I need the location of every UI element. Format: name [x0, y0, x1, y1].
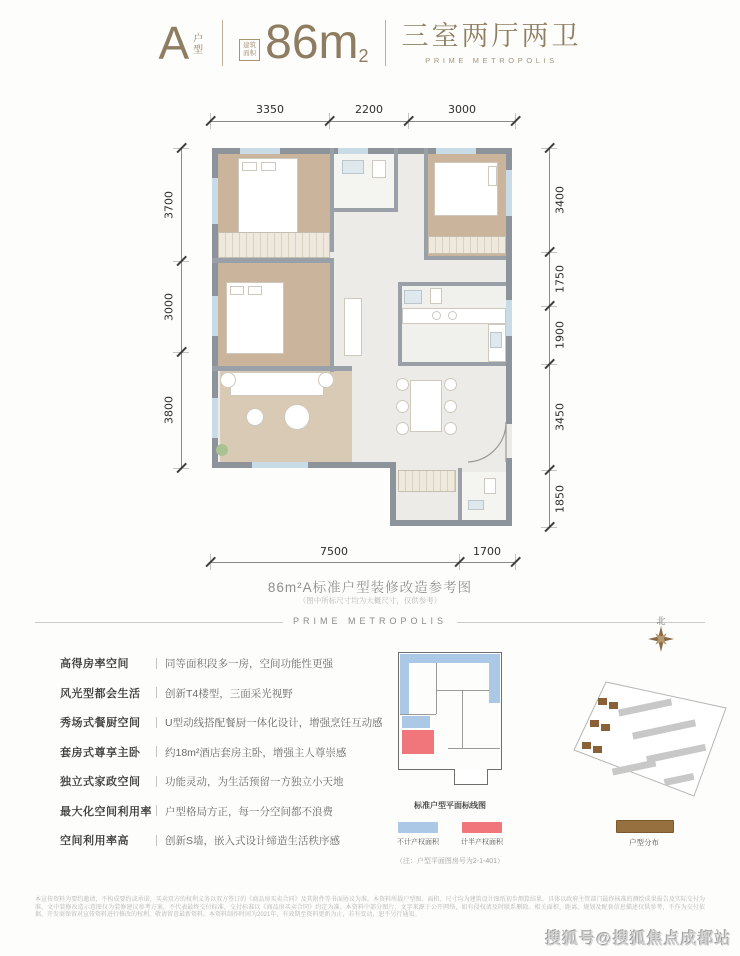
window	[338, 148, 368, 154]
window	[506, 300, 512, 336]
wall	[394, 148, 398, 212]
brand-divider: PRIME METROPOLIS	[292, 616, 447, 626]
wall	[458, 468, 462, 520]
header	[0, 10, 740, 76]
non-property-area	[400, 654, 500, 663]
wall	[506, 458, 512, 526]
feature-item	[60, 744, 390, 760]
dim-label: 3000	[162, 293, 176, 321]
chair-icon	[396, 378, 409, 391]
area-value: 86m	[265, 16, 359, 69]
dimension-line	[210, 562, 515, 563]
stove-burner-icon	[448, 311, 457, 320]
mini-plan-wall	[436, 663, 437, 714]
wall	[212, 366, 352, 371]
dim-label: 1850	[553, 485, 567, 513]
wall	[330, 148, 334, 252]
feature-desc: U型动线搭配餐厨一体化设计，增强烹饪互动感	[165, 717, 383, 729]
dim-label: 3450	[553, 403, 567, 431]
stove-burner-icon	[432, 311, 441, 320]
toilet-icon	[372, 160, 386, 178]
door-arc-icon	[466, 420, 510, 464]
feature-item	[60, 832, 390, 848]
feature-label: 套房式尊享主卧	[60, 746, 141, 759]
sink-icon	[468, 500, 484, 510]
dining-table-icon	[410, 380, 442, 432]
sink-icon	[342, 160, 364, 174]
area-sup: 2	[358, 46, 369, 66]
watermark: 搜狐号@搜狐焦点成都站	[545, 931, 732, 948]
wall	[390, 462, 396, 526]
pillow-icon	[230, 286, 244, 295]
feature-separator	[156, 805, 157, 816]
mini-plan-step	[454, 769, 488, 785]
wall	[398, 282, 402, 366]
wall	[398, 362, 506, 366]
wardrobe-icon	[218, 232, 330, 258]
feature-label: 最大化空间利用率	[60, 805, 152, 818]
wall	[330, 262, 334, 372]
mini-plan-wall	[400, 714, 436, 715]
mini-plan-title: 标准户型平面标线图	[414, 801, 486, 810]
legend-swatch-brown	[616, 820, 674, 833]
feature-item	[60, 803, 390, 819]
wall	[212, 258, 334, 263]
feature-separator	[156, 717, 157, 728]
disclaimer-text: 本宣传资料为要约邀请，不构成要约或承诺，买卖双方的权利义务以双方签订的《商品房买卖合同》及其附件等书面协议为准。本资料所载户型图、面积、尺寸均为建筑设计图纸初步测算结果，具体以政府主管部门最终核准的测绘成果报告及实际交付为准。文中装修改造示意图仅为装修建议参考方案，不代表最终交付标准，交付标准以《商品房买卖合同》约定为准。本资料中部分图片、文字来源于公开网络，如有侵权请及时联系删除。相关面积、距离、规划及配套信息描述仅供参考，不作为交付依据，开发商保留对宣传资料进行修改的权利，敬请留意最新资料。本资料制作时间为2021年，有效期至资料更新为止，若有变动，恕不另行通知。	[35, 897, 705, 918]
window	[436, 148, 476, 154]
dim-label: 3700	[162, 191, 176, 219]
legend-swatch-blue	[398, 822, 438, 833]
feature-separator	[156, 687, 157, 698]
dim-label: 3350	[256, 103, 284, 116]
window	[252, 462, 308, 468]
toilet-icon	[484, 478, 496, 494]
feature-desc: 创新S墙，嵌入式设计缔造生活秩序感	[165, 835, 341, 847]
window	[212, 398, 218, 438]
feature-desc: 功能灵动，为生活预留一方独立小天地	[165, 776, 344, 788]
unit-type-group	[158, 17, 206, 69]
feature-label: 高得房率空间	[60, 658, 129, 670]
mini-plan-note: （注：户型平面图房号为2-1-401）	[395, 858, 505, 865]
feature-list	[60, 655, 390, 848]
window	[506, 170, 512, 216]
dim-label: 3000	[448, 103, 476, 116]
compass-rose-icon	[648, 626, 674, 652]
window	[240, 148, 280, 154]
feature-desc: 创新T4楼型，三面采光视野	[165, 687, 293, 700]
feature-label: 独立式家政空间	[60, 776, 141, 788]
area-box-label: 建筑面积	[239, 39, 260, 61]
brand-name: PRIME METROPOLIS	[425, 55, 558, 65]
wall	[334, 208, 398, 212]
header-divider	[222, 20, 223, 66]
sofa-icon	[230, 372, 324, 396]
wall	[398, 282, 506, 286]
feature-desc: 户型格局方正，每一分空间都不浪费	[165, 805, 333, 818]
window	[212, 296, 218, 336]
chair-icon	[396, 400, 409, 413]
chair-icon	[444, 378, 457, 391]
toilet-icon	[430, 288, 442, 304]
legend-swatch-red	[462, 822, 502, 833]
dimension-line	[181, 148, 182, 468]
mini-plan-wall	[462, 690, 463, 748]
cabinet-icon	[344, 298, 362, 356]
dim-label: 1700	[473, 545, 501, 558]
chair-icon	[444, 400, 457, 413]
area-group	[239, 16, 369, 69]
mini-plan-diagram	[398, 652, 502, 786]
feature-separator	[156, 776, 157, 787]
header-divider	[385, 20, 386, 66]
wall	[390, 520, 512, 526]
non-property-area	[400, 663, 409, 715]
half-property-area	[402, 730, 434, 754]
sink-icon	[490, 332, 502, 348]
mini-plan-wall	[448, 748, 500, 749]
feature-item	[60, 773, 390, 789]
feature-label: 空间利用率高	[60, 835, 129, 847]
dim-label: 1900	[553, 321, 567, 349]
dim-label: 3800	[162, 396, 176, 424]
feature-item	[60, 685, 390, 701]
plan-caption-note: （图中所标尺寸均为大概尺寸，仅供参考）	[298, 596, 442, 605]
layout-title: 三室两厅两卫	[401, 21, 582, 52]
unit-type-label: 户型	[193, 34, 204, 56]
wall	[424, 256, 506, 260]
washbasin-icon	[404, 290, 422, 304]
dimension-line	[210, 121, 515, 122]
pillow-icon	[261, 162, 276, 171]
plan-caption: 86m²A标准户型装修改造参考图	[267, 580, 473, 595]
legend-label: 计半产权面积	[461, 839, 503, 846]
site-plan-map	[572, 678, 730, 800]
non-property-area	[489, 663, 500, 703]
dim-label: 2200	[355, 103, 383, 116]
feature-desc: 同等面积段多一房，空间功能性更强	[165, 658, 333, 670]
feature-label: 风光型都会生活	[60, 687, 141, 700]
feature-desc: 约18m²酒店套房主卧，增强主人尊崇感	[165, 746, 347, 759]
legend-label: 户型分布	[629, 838, 659, 847]
window	[212, 178, 218, 224]
entry-closet-icon	[398, 470, 456, 492]
wardrobe-icon	[428, 236, 506, 254]
feature-label: 秀场式餐厨空间	[60, 717, 141, 729]
pillow-icon	[248, 286, 262, 295]
sofa-armrest-icon	[318, 372, 334, 388]
feature-separator	[156, 746, 157, 757]
pillow-icon	[242, 162, 257, 171]
armchair-icon	[246, 408, 264, 426]
chair-icon	[444, 422, 457, 435]
dim-label: 7500	[320, 545, 348, 558]
dim-label: 1750	[553, 265, 567, 293]
legend-label: 不计产权面积	[397, 839, 439, 846]
unit-type-letter: A	[158, 17, 190, 69]
coffee-table-icon	[284, 404, 310, 430]
dim-label: 3400	[553, 186, 567, 214]
chair-icon	[396, 422, 409, 435]
non-property-area	[402, 716, 430, 728]
feature-separator	[156, 835, 157, 846]
compass-north-label: 北	[656, 616, 666, 626]
sofa-armrest-icon	[220, 372, 236, 388]
feature-item	[60, 714, 390, 730]
feature-item	[60, 655, 390, 671]
layout-title-group	[402, 21, 582, 64]
plant-icon	[216, 444, 228, 456]
pillow-icon	[488, 166, 497, 186]
feature-separator	[156, 658, 157, 669]
